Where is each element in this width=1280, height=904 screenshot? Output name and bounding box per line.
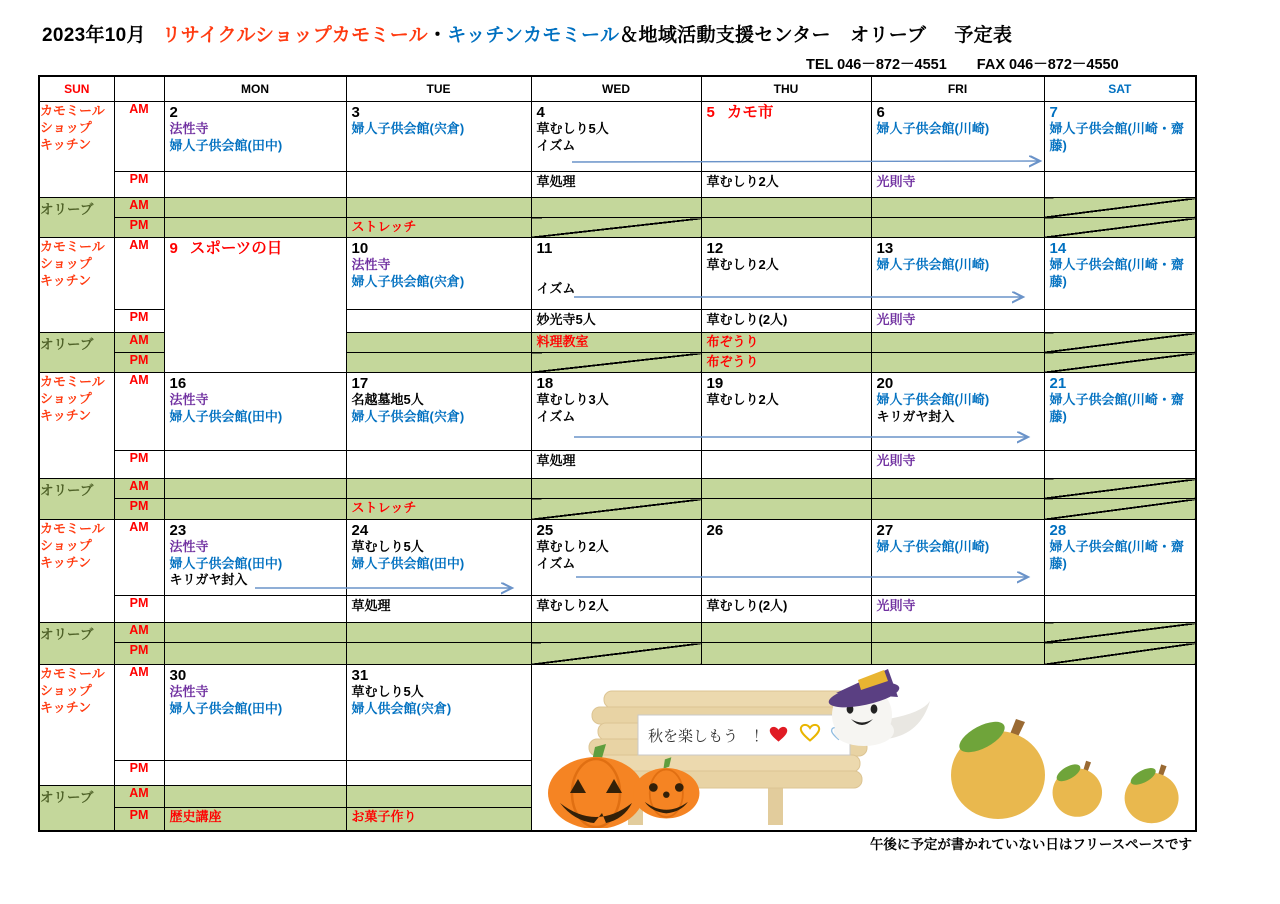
schedule-table [38,75,1197,832]
olive-am-label: AM [114,479,164,499]
am-event: 婦人供会館(宍倉) [351,700,452,716]
day-26-olive-am-cell [701,623,871,643]
date-number [532,102,701,121]
pm-event: 光則寺 [876,174,916,189]
week-4-am-row [39,520,1196,596]
day-24-pm-cell [346,596,531,623]
date-number [872,102,1044,121]
day-19-pm-cell [701,451,871,479]
day-18-pm-cell [531,451,701,479]
fax-number: FAX 046－872－4550 [976,57,1119,73]
day-7-pm-cell [1044,172,1196,198]
shop-label-line: ショップ [40,256,92,271]
day-23-am-cell [164,520,346,596]
day-23-olive-am-cell [164,623,346,643]
shop-label-line: カモミール [40,521,105,536]
day-21-am-cell [1044,373,1196,451]
day-25-pm-cell [531,596,701,623]
day-17-olive-pm-cell [346,499,531,520]
olive-am-label: AM [114,333,164,353]
day-31-olive-am-cell [346,786,531,808]
day-19-olive-am-cell [701,479,871,499]
pear-icons [951,716,1179,824]
tel-number: TEL 046－872－4551 [806,57,947,73]
row-label-chamomile [39,238,114,333]
day-21-pm-cell [1044,451,1196,479]
pm-event: 光則寺 [876,453,916,468]
row-label-chamomile [39,102,114,198]
day-30-pm-cell [164,761,346,786]
pm-event: 草むしり(2人) [706,312,788,327]
day-30-olive-pm-cell [164,808,346,831]
date-number [347,520,531,539]
date-num-text: 17 [351,375,369,392]
pm-event: 光則寺 [876,598,916,613]
day-16-olive-am-cell [164,479,346,499]
olive-am-event: 布ぞうり [706,334,759,349]
am-event: 法性寺 [169,121,209,136]
pm-event: 光則寺 [876,312,916,327]
olive-pm-event: 布ぞうり [706,354,759,369]
am-event: 法性寺 [169,392,209,407]
day-14-olive-pm-cell [1044,353,1196,373]
am-label: AM [114,238,164,310]
date-number [702,238,871,257]
day-24-olive-pm-cell [346,643,531,665]
day-2-olive-pm-cell [164,218,346,238]
day-14-olive-am-cell [1044,333,1196,353]
day-3-am-cell [346,102,531,172]
day-5-pm-cell [701,172,871,198]
pm-event: 草むしり2人 [536,598,609,613]
day-13-pm-cell [871,310,1044,333]
am-event: イズム [536,408,576,424]
day-10-pm-cell [346,310,531,333]
week-3-olive-pm-row [39,499,1196,520]
day-30-olive-am-cell [164,786,346,808]
date-num-text: 18 [536,375,554,392]
am-label: AM [114,373,164,451]
am-event: イズム [536,555,576,571]
weekday-header-row [39,76,1196,102]
am-event: 婦人子供会館(川崎) [876,392,990,407]
shop-label-line: キッチン [40,555,92,570]
pm-event: 草むしり(2人) [706,598,788,613]
day-26-olive-pm-cell [701,643,871,665]
row-label-chamomile [39,373,114,479]
shop-label-line: キッチン [40,273,92,288]
day-31-am-cell [346,665,531,761]
date-num-text: 12 [706,240,724,257]
date-number [165,238,346,257]
day-6-pm-cell [871,172,1044,198]
am-event: 草むしり3人 [536,392,609,407]
day-4-am-cell [531,102,701,172]
week-1-olive-am-row [39,198,1196,218]
am-event: 婦人子供会館(川崎・齋藤) [1049,539,1184,571]
date-number [532,238,701,257]
day-header-sat: SAT [1044,76,1196,102]
day-27-am-cell [871,520,1044,596]
am-event: キリガヤ封入 [169,572,248,587]
week-1-olive-pm-row [39,218,1196,238]
date-number [165,520,346,539]
day-21-olive-am-cell [1044,479,1196,499]
day-25-am-cell [531,520,701,596]
week-3-am-row [39,373,1196,451]
week-3-pm-row [39,451,1196,479]
date-holiday-label: カモ市 [726,104,774,121]
day-16-olive-pm-cell [164,499,346,520]
am-event: 婦人子供会館(宍倉) [351,121,465,136]
day-4-pm-cell [531,172,701,198]
ghost-witch-hat-icon [826,669,929,746]
day-18-olive-am-cell [531,479,701,499]
date-num-text: 4 [536,104,545,121]
day-18-am-cell [531,373,701,451]
olive-pm-label: PM [114,218,164,238]
day-20-pm-cell [871,451,1044,479]
day-9-am-cell [164,238,346,373]
title-separator: ・ [427,25,448,46]
day-7-am-cell [1044,102,1196,172]
day-6-olive-pm-cell [871,218,1044,238]
day-28-am-cell [1044,520,1196,596]
date-number [347,238,531,257]
title-month: 2023年10月 [42,25,146,46]
day-header-wed: WED [531,76,701,102]
am-event: 草むしり2人 [706,257,779,272]
day-12-am-cell [701,238,871,310]
week-1-pm-row [39,172,1196,198]
day-header-tue: TUE [346,76,531,102]
pm-label: PM [114,761,164,786]
shop-label-line: カモミール [40,666,105,681]
am-event: 婦人子供会館(田中) [169,408,283,424]
shop-label-line: ショップ [40,538,92,553]
date-num-text: 24 [351,522,369,539]
week-3-olive-am-row [39,479,1196,499]
day-14-am-cell [1044,238,1196,310]
week-1-am-row [39,102,1196,172]
shop-label-line: ショップ [40,391,92,406]
olive-pm-label: PM [114,643,164,665]
am-event: 婦人子供会館(田中) [169,137,283,153]
pm-event: 草むしり2人 [706,174,779,189]
date-number [1045,102,1196,121]
am-event: 婦人子供会館(川崎) [876,121,990,136]
day-17-am-cell [346,373,531,451]
row-label-chamomile [39,665,114,786]
date-num-text: 23 [169,522,187,539]
date-num-text: 16 [169,375,187,392]
date-number [872,520,1044,539]
day-6-am-cell [871,102,1044,172]
olive-am-label: AM [114,198,164,218]
row-label-olive: オリーブ [39,198,114,238]
day-13-olive-pm-cell [871,353,1044,373]
am-event: 婦人子供会館(川崎) [876,539,990,554]
am-event: 婦人子供会館(川崎・齋藤) [1049,121,1184,153]
week-5-am-row [39,665,1196,761]
date-number [165,665,346,684]
day-10-olive-am-cell [346,333,531,353]
date-num-text: 5 [706,104,715,121]
date-number [347,102,531,121]
date-num-text: 27 [876,522,894,539]
date-number [872,238,1044,257]
day-12-pm-cell [701,310,871,333]
date-number [165,102,346,121]
autumn-illustration [532,665,1195,828]
date-num-text: 13 [876,240,894,257]
date-number [347,665,531,684]
day-10-olive-pm-cell [346,353,531,373]
day-6-olive-am-cell [871,198,1044,218]
day-2-am-cell [164,102,346,172]
day-10-am-cell [346,238,531,310]
week-2-am-row [39,238,1196,310]
sign-label [638,715,850,755]
week-4-olive-am-row [39,623,1196,643]
day-2-olive-am-cell [164,198,346,218]
date-number [347,373,531,392]
title-suffix: 予定表 [954,25,1013,46]
page-title [42,20,1012,47]
olive-pm-label: PM [114,808,164,831]
day-21-olive-pm-cell [1044,499,1196,520]
day-11-olive-pm-cell [531,353,701,373]
day-header-fri: FRI [871,76,1044,102]
day-11-pm-cell [531,310,701,333]
day-7-olive-am-cell [1044,198,1196,218]
am-event: 草むしり5人 [351,539,424,554]
day-28-olive-pm-cell [1044,643,1196,665]
week-4-pm-row [39,596,1196,623]
day-27-olive-am-cell [871,623,1044,643]
date-number [165,373,346,392]
shop-label-line: ショップ [40,120,92,135]
day-12-olive-am-cell [701,333,871,353]
shop-label-line: キッチン [40,408,92,423]
pm-label: PM [114,310,164,333]
am-event: 婦人子供会館(田中) [169,700,283,716]
day-3-pm-cell [346,172,531,198]
date-number [702,373,871,392]
date-number [1045,373,1196,392]
day-18-olive-pm-cell [531,499,701,520]
date-number [1045,520,1196,539]
am-event: 法性寺 [169,539,209,554]
am-event: 婦人子供会館(川崎・齋藤) [1049,392,1184,424]
olive-am-label: AM [114,786,164,808]
date-num-text: 26 [706,522,724,539]
day-20-am-cell [871,373,1044,451]
day-7-olive-pm-cell [1044,218,1196,238]
pm-label: PM [114,596,164,623]
day-19-am-cell [701,373,871,451]
am-event: 草むしり2人 [536,539,609,554]
shop-label-line: ショップ [40,683,92,698]
day-3-olive-am-cell [346,198,531,218]
contact-line [806,53,1119,74]
date-num-text: 28 [1049,522,1067,539]
day-header-mon: MON [164,76,346,102]
date-num-text: 14 [1049,240,1067,257]
day-27-olive-pm-cell [871,643,1044,665]
pm-label: PM [114,451,164,479]
olive-pm-label: PM [114,499,164,520]
day-20-olive-am-cell [871,479,1044,499]
date-number [872,373,1044,392]
am-event: 法性寺 [169,684,209,699]
olive-am-label: AM [114,623,164,643]
day-13-olive-am-cell [871,333,1044,353]
olive-pm-event: ストレッチ [351,500,417,515]
week-4-olive-pm-row [39,643,1196,665]
day-5-olive-am-cell [701,198,871,218]
olive-pm-event: お菓子作り [351,809,417,824]
pm-event: 妙光寺5人 [536,312,596,327]
sign-text: 秋を楽しもう ！ [647,728,768,745]
day-header-sun: SUN [39,76,114,102]
day-25-olive-am-cell [531,623,701,643]
illustration-cell [531,665,1196,831]
day-13-am-cell [871,238,1044,310]
am-label: AM [114,520,164,596]
row-label-olive: オリーブ [39,623,114,665]
am-event: 草むしり5人 [536,121,609,136]
date-num-text: 2 [169,104,178,121]
pm-label: PM [114,172,164,198]
shop-label-line: キッチン [40,700,92,715]
date-num-text: 9 [169,240,178,257]
day-24-am-cell [346,520,531,596]
day-header-thu: THU [701,76,871,102]
am-event: 草むしり5人 [351,684,424,699]
day-5-olive-pm-cell [701,218,871,238]
pm-event: 草処理 [351,598,391,613]
day-26-am-cell [701,520,871,596]
footer-note: 午後に予定が書かれていない日はフリースペースです [869,837,1192,852]
day-20-olive-pm-cell [871,499,1044,520]
day-23-pm-cell [164,596,346,623]
day-19-olive-pm-cell [701,499,871,520]
am-event: 婦人子供会館(田中) [169,555,283,571]
day-11-am-cell [531,238,701,310]
day-31-olive-pm-cell [346,808,531,831]
row-label-chamomile [39,520,114,623]
am-event: イズム [536,281,576,296]
date-number [702,520,871,539]
day-17-olive-am-cell [346,479,531,499]
day-16-am-cell [164,373,346,451]
pm-event: 草処理 [536,174,576,189]
shop-label-line: キッチン [40,137,92,152]
am-event: イズム [536,137,576,153]
day-header-spacer [114,76,164,102]
day-17-pm-cell [346,451,531,479]
shop-label-line: カモミール [40,374,105,389]
am-event: 婦人子供会館(田中) [351,555,465,571]
title-shop-name: リサイクルショップカモミール [161,25,428,46]
row-label-olive: オリーブ [39,786,114,831]
day-23-olive-pm-cell [164,643,346,665]
shop-label-line: カモミール [40,239,105,254]
day-27-pm-cell [871,596,1044,623]
day-25-olive-pm-cell [531,643,701,665]
day-2-pm-cell [164,172,346,198]
am-event: 婦人子供会館(宍倉) [351,408,465,424]
title-center-name: ＆地域活動支援センター オリーブ [619,25,927,46]
day-26-pm-cell [701,596,871,623]
am-event: 法性寺 [351,257,391,272]
day-28-pm-cell [1044,596,1196,623]
day-24-olive-am-cell [346,623,531,643]
am-label: AM [114,102,164,172]
day-4-olive-pm-cell [531,218,701,238]
date-num-text: 7 [1049,104,1058,121]
day-14-pm-cell [1044,310,1196,333]
olive-am-event: 料理教室 [536,334,589,349]
am-label: AM [114,665,164,761]
date-num-text: 25 [536,522,554,539]
am-event: 草むしり2人 [706,392,779,407]
day-16-pm-cell [164,451,346,479]
am-event: 名越墓地5人 [351,392,424,407]
day-3-olive-pm-cell [346,218,531,238]
olive-pm-event: 歴史講座 [169,809,222,824]
date-num-text: 30 [169,667,187,684]
am-event: キリガヤ封入 [876,408,955,424]
day-5-am-cell [701,102,871,172]
date-holiday-label: スポーツの日 [189,240,283,257]
date-num-text: 20 [876,375,894,392]
am-event: 婦人子供会館(川崎・齋藤) [1049,257,1184,289]
day-11-olive-am-cell [531,333,701,353]
date-num-text: 6 [876,104,885,121]
date-num-text: 10 [351,240,369,257]
date-num-text: 3 [351,104,360,121]
date-num-text: 19 [706,375,724,392]
title-kitchen-name: キッチンカモミール [447,25,620,46]
shop-label-line: カモミール [40,103,105,118]
pm-event: 草処理 [536,453,576,468]
day-30-am-cell [164,665,346,761]
am-event: 婦人子供会館(宍倉) [351,273,465,289]
date-num-text: 11 [536,240,553,257]
olive-pm-label: PM [114,353,164,373]
date-number [1045,238,1196,257]
date-number [702,102,871,121]
row-label-olive: オリーブ [39,479,114,520]
day-31-pm-cell [346,761,531,786]
day-4-olive-am-cell [531,198,701,218]
day-12-olive-pm-cell [701,353,871,373]
am-event: 婦人子供会館(川崎) [876,257,990,272]
day-28-olive-am-cell [1044,623,1196,643]
olive-pm-event: ストレッチ [351,219,417,234]
date-number [532,520,701,539]
date-num-text: 21 [1049,375,1067,392]
date-num-text: 31 [351,667,369,684]
row-label-olive: オリーブ [39,333,114,373]
date-number [532,373,701,392]
